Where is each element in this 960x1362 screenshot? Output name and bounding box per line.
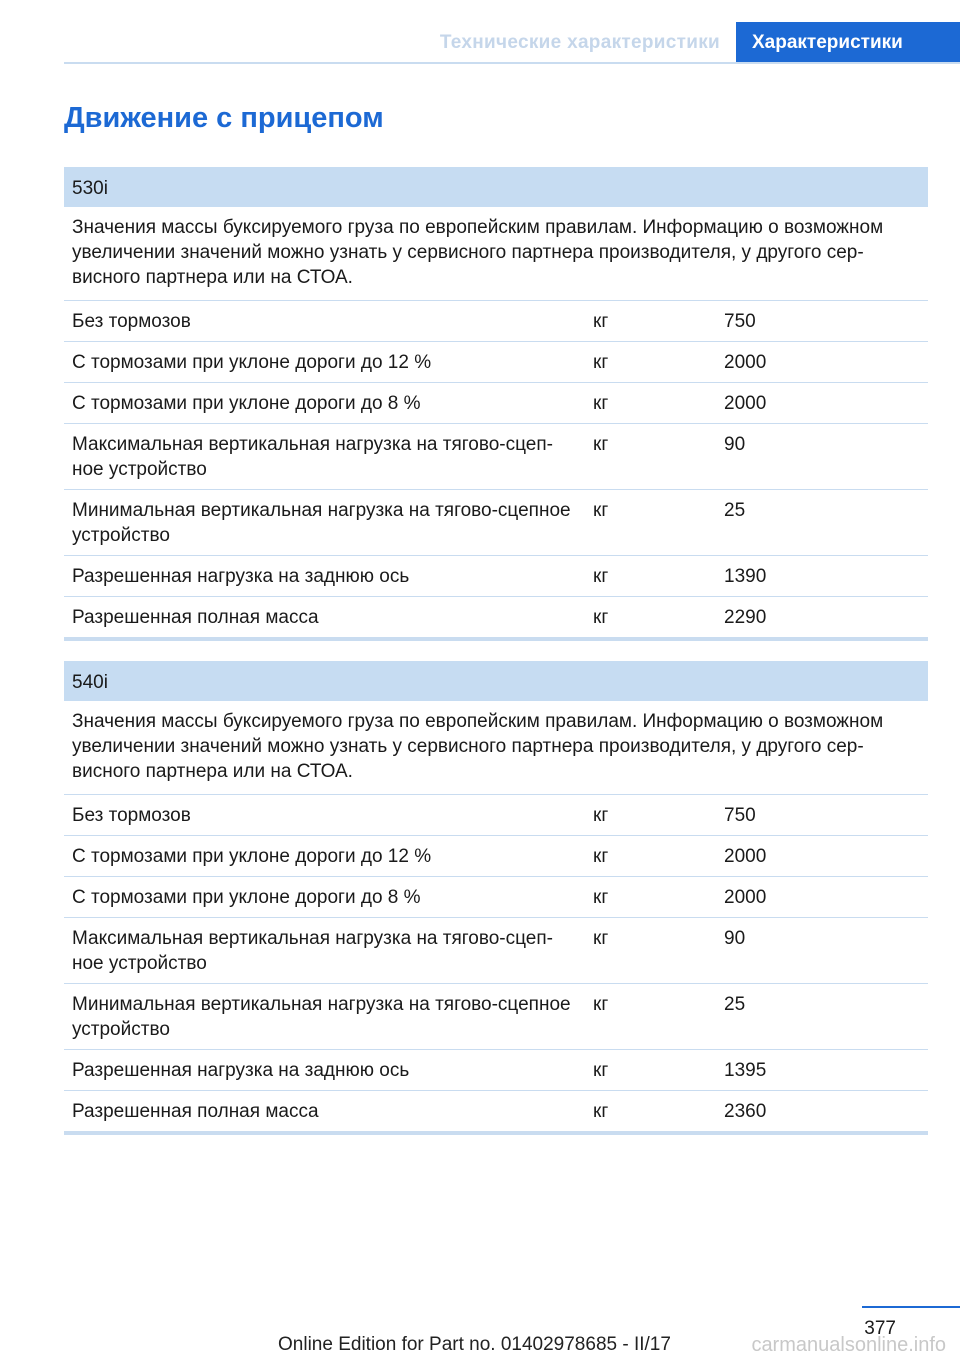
row-label: Максимальная вертикальная нагрузка на тягово-сцепное устройство (64, 424, 585, 490)
table-row (64, 918, 928, 984)
table-row (64, 1091, 928, 1134)
row-value: 2000 (716, 836, 928, 877)
table-note-row (64, 701, 928, 795)
table-row (64, 597, 928, 640)
row-label: С тормозами при уклоне дороги до 12 % (64, 342, 585, 383)
table-row (64, 301, 928, 342)
row-value: 1395 (716, 1050, 928, 1091)
spec-table-530i (64, 167, 928, 641)
row-label: Разрешенная полная масса (64, 597, 585, 640)
table-header-row (64, 167, 928, 207)
row-value: 1390 (716, 556, 928, 597)
row-label: С тормозами при уклоне дороги до 8 % (64, 383, 585, 424)
row-value: 2000 (716, 342, 928, 383)
header-section-title: Технические характеристики (439, 32, 720, 53)
row-label: Минимальная вертикальная нагрузка на тягово-сцепное устройство (64, 984, 585, 1050)
table-row (64, 424, 928, 490)
row-unit: кг (585, 836, 716, 877)
row-label: Разрешенная нагрузка на заднюю ось (64, 556, 585, 597)
table-row (64, 383, 928, 424)
row-unit: кг (585, 424, 716, 490)
model-name: 530i (64, 167, 928, 207)
model-name: 540i (64, 661, 928, 701)
row-label: Минимальная вертикальная нагрузка на тягово-сцепное устройство (64, 490, 585, 556)
row-value: 750 (716, 301, 928, 342)
page-header (64, 22, 960, 64)
row-value: 90 (716, 424, 928, 490)
row-unit: кг (585, 556, 716, 597)
table-row (64, 1050, 928, 1091)
table-header-row (64, 661, 928, 701)
row-value: 2000 (716, 877, 928, 918)
row-value: 2360 (716, 1091, 928, 1134)
footer-rule (862, 1306, 960, 1308)
row-label: Без тормозов (64, 795, 585, 836)
table-note: Значения массы буксируемого груза по европейским правилам. Информацию о возможном увеличении значений можно узнать у сервисного партнера производителя, у другого сервисного партнера или на СТОА. (64, 207, 928, 301)
row-value: 750 (716, 795, 928, 836)
spec-table-540i (64, 661, 928, 1135)
row-unit: кг (585, 597, 716, 640)
page-number: 377 (864, 1318, 896, 1339)
row-unit: кг (585, 1050, 716, 1091)
row-unit: кг (585, 918, 716, 984)
row-value: 25 (716, 984, 928, 1050)
row-unit: кг (585, 383, 716, 424)
table-row (64, 984, 928, 1050)
row-unit: кг (585, 301, 716, 342)
table-note-row (64, 207, 928, 301)
row-label: С тормозами при уклоне дороги до 12 % (64, 836, 585, 877)
row-unit: кг (585, 795, 716, 836)
row-label: Разрешенная нагрузка на заднюю ось (64, 1050, 585, 1091)
row-value: 90 (716, 918, 928, 984)
watermark: carmanualsonline.info (751, 1334, 946, 1356)
row-unit: кг (585, 1091, 716, 1134)
footer-edition: Online Edition for Part no. 01402978685 - II/17 (278, 1334, 671, 1355)
row-unit: кг (585, 342, 716, 383)
row-label: Разрешенная полная масса (64, 1091, 585, 1134)
row-value: 2290 (716, 597, 928, 640)
page-title: Движение с прицепом (64, 102, 384, 134)
header-chapter-tab: Характеристики (736, 22, 960, 62)
row-label: Максимальная вертикальная нагрузка на тягово-сцепное устройство (64, 918, 585, 984)
table-note: Значения массы буксируемого груза по европейским правилам. Информацию о возможном увеличении значений можно узнать у сервисного партнера производителя, у другого сервисного партнера или на СТОА. (64, 701, 928, 795)
row-label: Без тормозов (64, 301, 585, 342)
row-value: 2000 (716, 383, 928, 424)
table-row (64, 795, 928, 836)
row-unit: кг (585, 490, 716, 556)
row-unit: кг (585, 877, 716, 918)
row-label: С тормозами при уклоне дороги до 8 % (64, 877, 585, 918)
table-row (64, 556, 928, 597)
table-row (64, 342, 928, 383)
table-row (64, 490, 928, 556)
row-unit: кг (585, 984, 716, 1050)
table-row (64, 836, 928, 877)
table-row (64, 877, 928, 918)
row-value: 25 (716, 490, 928, 556)
